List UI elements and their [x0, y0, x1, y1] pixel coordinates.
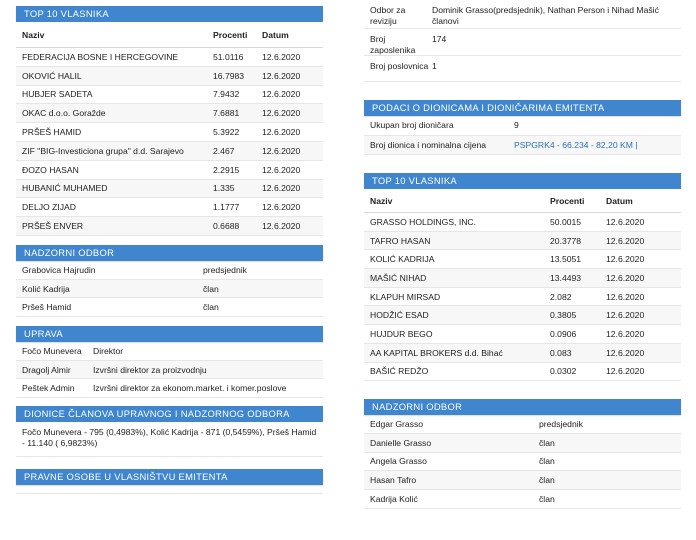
manager-role: Direktor [93, 345, 124, 356]
owner-date: 12.6.2020 [606, 310, 645, 321]
member-name: Angela Grasso [370, 456, 427, 467]
owner-date: 12.6.2020 [606, 347, 645, 358]
company-info-table [364, 0, 681, 82]
table-body [364, 213, 681, 381]
owner-percent: 0.0302 [550, 366, 577, 377]
section-header: NADZORNI ODBOR [364, 399, 681, 415]
owner-percent: 13.4493 [550, 272, 582, 283]
member-shares-section [16, 406, 323, 457]
owner-date: 12.6.2020 [262, 108, 301, 119]
table-row [364, 232, 681, 251]
owner-date: 12.6.2020 [262, 127, 301, 138]
column-header-name: Naziv [370, 195, 393, 206]
owner-date: 12.6.2020 [262, 202, 301, 213]
owner-date: 12.6.2020 [606, 272, 645, 283]
owner-date: 12.6.2020 [262, 183, 301, 194]
table-row [364, 250, 681, 269]
owner-date: 12.6.2020 [262, 221, 301, 232]
table-row [364, 56, 681, 82]
member-role: član [539, 456, 555, 467]
owner-name: ĐOZO HASAN [22, 164, 79, 175]
owned-entities-section [16, 469, 323, 494]
table-row [16, 361, 323, 380]
column-header-percent: Procenti [550, 195, 585, 206]
member-name: Edgar Grasso [370, 419, 424, 430]
table-body [16, 342, 323, 398]
manager-name: Peštek Admin [22, 383, 75, 394]
supervisory-board-section [16, 245, 323, 317]
table-row [16, 86, 323, 105]
shares-label: Broj dionica i nominalna cijena [370, 139, 487, 150]
owner-date: 12.6.2020 [262, 51, 301, 62]
table-body [364, 116, 681, 155]
owner-date: 12.6.2020 [606, 254, 645, 265]
owner-percent: 5.3922 [213, 127, 240, 138]
owner-percent: 0.3805 [550, 310, 577, 321]
owner-name: TAFRO HASAN [370, 235, 431, 246]
owner-percent: 50.0015 [550, 216, 582, 227]
manager-name: Fočo Munevera [22, 345, 82, 356]
top10-owners-section-right [364, 173, 681, 381]
table-row [364, 136, 681, 156]
right-column [364, 0, 681, 509]
table-row [364, 363, 681, 382]
owner-name: ZIF "BIG-Investiciona grupa" d.d. Sarajevo [22, 145, 184, 156]
table-row [16, 298, 323, 317]
table-header-row [16, 22, 323, 48]
table-row [364, 0, 681, 29]
manager-name: Dragolj Almir [22, 364, 71, 375]
table-row [364, 306, 681, 325]
member-role: član [539, 475, 555, 486]
table-row [16, 198, 323, 217]
owner-name: HUJDUR BEGO [370, 328, 433, 339]
owner-name: PRŠEŠ ENVER [22, 221, 84, 232]
table-row [364, 325, 681, 344]
member-role: član [203, 283, 219, 294]
owner-name: KOLIĆ KADRIJA [370, 254, 435, 265]
member-name: Hasan Tafro [370, 475, 417, 486]
table-row [16, 180, 323, 199]
table-body [16, 261, 323, 317]
info-value: Dominik Grasso(predsjednik), Nathan Person i Nihad Mašić članovi [432, 5, 659, 26]
table-row [16, 379, 323, 398]
table-row [364, 344, 681, 363]
owner-date: 12.6.2020 [606, 291, 645, 302]
owner-percent: 1.1777 [213, 202, 240, 213]
member-name: Kolić Kadrija [22, 283, 70, 294]
member-shares-value: Fočo Munevera - 795 (0,4983%), Kolić Kadrija - 871 (0,5459%), Pršeš Hamid - 11.140 ( 6,9823%) [22, 427, 317, 449]
info-value: 174 [432, 34, 447, 44]
member-shares-text [16, 422, 323, 457]
shares-label: Ukupan broj dioničara [370, 120, 454, 131]
owner-percent: 20.3778 [550, 235, 582, 246]
left-column [16, 0, 323, 494]
owner-date: 12.6.2020 [606, 216, 645, 227]
section-header: DIONICE ČLANOVA UPRAVNOG I NADZORNOG ODBORA [16, 406, 323, 422]
owner-name: HUBANIĆ MUHAMED [22, 183, 108, 194]
table-row [16, 217, 323, 236]
table-row [364, 269, 681, 288]
owner-name: FEDERACIJA BOSNE I HERCEGOVINE [22, 51, 179, 62]
table-row [16, 67, 323, 86]
owner-date: 12.6.2020 [262, 145, 301, 156]
owner-percent: 7.9432 [213, 89, 240, 100]
owner-percent: 0.083 [550, 347, 572, 358]
info-label: Odbor za reviziju [370, 5, 406, 26]
table-row [364, 213, 681, 232]
table-row [16, 142, 323, 161]
table-row [16, 261, 323, 280]
table-row [16, 161, 323, 180]
owner-date: 12.6.2020 [606, 235, 645, 246]
member-role: član [539, 437, 555, 448]
owner-percent: 0.0906 [550, 328, 577, 339]
owner-date: 12.6.2020 [606, 328, 645, 339]
owner-percent: 2.082 [550, 291, 572, 302]
column-header-date: Datum [262, 29, 289, 40]
owner-name: DELJO ZIJAD [22, 202, 76, 213]
table-row [364, 453, 681, 472]
table-row [364, 116, 681, 136]
shares-value: 9 [514, 120, 519, 131]
column-header-date: Datum [606, 195, 633, 206]
table-header-row [364, 189, 681, 213]
section-header: TOP 10 VLASNIKA [16, 6, 323, 22]
table-body [364, 415, 681, 508]
owner-name: HUBJER SADETA [22, 89, 93, 100]
owner-name: OKOVIĆ HALIL [22, 70, 82, 81]
info-label: Broj poslovnica [370, 61, 429, 71]
member-role: član [203, 302, 219, 313]
owner-name: BAŠIĆ REDŽO [370, 366, 429, 377]
member-role: član [539, 493, 555, 504]
owner-name: OKAC d.o.o. Goražde [22, 108, 106, 119]
member-name: Danielle Grasso [370, 437, 432, 448]
column-header-name: Naziv [22, 29, 45, 40]
table-row [364, 471, 681, 490]
owner-percent: 0.6688 [213, 221, 240, 232]
table-row [16, 123, 323, 142]
owner-name: GRASSO HOLDINGS, INC. [370, 216, 477, 227]
table-row [16, 342, 323, 361]
column-header-percent: Procenti [213, 29, 248, 40]
owner-name: KLAPUH MIRSAD [370, 291, 441, 302]
owner-percent: 7.6881 [213, 108, 240, 119]
table-row [364, 490, 681, 509]
info-label: Broj zaposlenika [370, 34, 416, 55]
owner-percent: 51.0116 [213, 51, 244, 62]
owner-percent: 2.2915 [213, 164, 240, 175]
empty-table [16, 485, 323, 494]
supervisory-board-section-right [364, 399, 681, 508]
manager-role: Izvršni direktor za proizvodnju [93, 364, 207, 375]
owner-percent: 2.467 [213, 145, 235, 156]
section-header: PODACI O DIONICAMA I DIONIČARIMA EMITENTA [364, 100, 681, 116]
owner-date: 12.6.2020 [262, 70, 301, 81]
owner-date: 12.6.2020 [262, 89, 301, 100]
section-header: NADZORNI ODBOR [16, 245, 323, 261]
owner-name: HODŽIĆ ESAD [370, 310, 429, 321]
section-header: TOP 10 VLASNIKA [364, 173, 681, 189]
owner-name: AA KAPITAL BROKERS d.d. Bihać [370, 347, 503, 358]
table-row [364, 29, 681, 56]
table-row [16, 104, 323, 123]
member-role: predsjednik [539, 419, 583, 430]
shares-data-section [364, 100, 681, 155]
member-name: Pršeš Hamid [22, 302, 72, 313]
owner-name: MAŠIĆ NIHAD [370, 272, 427, 283]
table-row [16, 280, 323, 299]
management-section [16, 326, 323, 398]
top10-owners-section [16, 6, 323, 236]
section-header: PRAVNE OSOBE U VLASNIŠTVU EMITENTA [16, 469, 323, 485]
owner-name: PRŠEŠ HAMID [22, 127, 82, 138]
share-ticker-link[interactable]: PSPGRK4 - 66.234 - 82,20 KM | [514, 139, 638, 150]
section-header: UPRAVA [16, 326, 323, 342]
member-role: predsjednik [203, 264, 247, 275]
owner-percent: 1.335 [213, 183, 235, 194]
table-row [364, 434, 681, 453]
manager-role: Izvršni direktor za ekonom.market. i komer.poslove [93, 383, 287, 394]
top10-table [16, 22, 323, 236]
owner-percent: 13.5051 [550, 254, 582, 265]
table-body [16, 48, 323, 236]
member-name: Grabovica Hajrudin [22, 264, 96, 275]
owner-date: 12.6.2020 [606, 366, 645, 377]
member-name: Kadrija Kolić [370, 493, 418, 504]
owner-date: 12.6.2020 [262, 164, 301, 175]
table-row [16, 48, 323, 67]
info-value: 1 [432, 61, 437, 71]
table-row [364, 415, 681, 434]
table-row [364, 288, 681, 307]
owner-percent: 16.7983 [213, 70, 245, 81]
